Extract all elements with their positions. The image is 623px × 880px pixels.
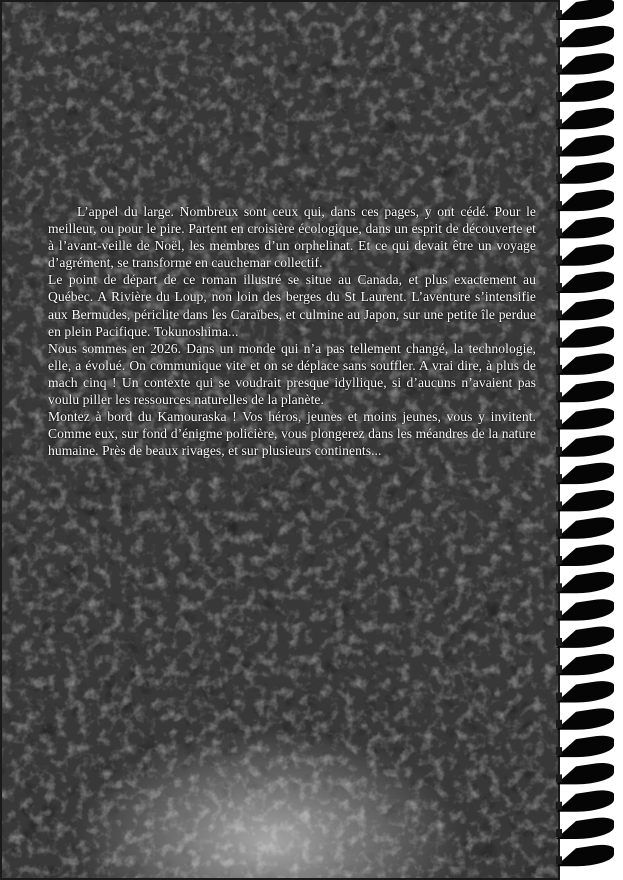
blurb-paragraph-4: Montez à bord du Kamouraska ! Vos héros, jeunes et moins jeunes, vous y invitent. Comme eux, sur fond d’énigme policière, vous plongerez dans les méandres de la nature humaine. Près de beaux rivages, et sur plusieurs continents... <box>48 409 536 459</box>
binding-coil <box>556 681 614 702</box>
binding-hole <box>556 283 562 291</box>
binding-coil <box>556 190 614 211</box>
binding-coil <box>556 654 614 675</box>
binding-hole <box>556 37 562 45</box>
binding-hole <box>556 638 562 646</box>
binding-hole <box>556 501 562 509</box>
binding-hole <box>556 119 562 127</box>
binding-hole <box>556 10 562 18</box>
binding-coil <box>556 572 614 593</box>
binding-coil <box>556 845 614 866</box>
binding-hole <box>556 65 562 73</box>
binding-hole <box>556 228 562 236</box>
binding-hole <box>556 556 562 564</box>
binding-hole <box>556 256 562 264</box>
binding-hole <box>556 474 562 482</box>
binding-coil <box>556 381 614 402</box>
binding-coil <box>556 408 614 429</box>
binding-hole <box>556 529 562 537</box>
binding-hole <box>556 665 562 673</box>
binding-coil <box>556 272 614 293</box>
binding-coil <box>556 736 614 757</box>
binding-hole <box>556 201 562 209</box>
binding-coil <box>556 627 614 648</box>
binding-coil <box>556 162 614 183</box>
binding-coil <box>556 490 614 511</box>
blurb-paragraph-2: Le point de départ de ce roman illustré se situe au Canada, et plus exactement au Québec. A Rivière du Loup, non loin des berges du St Laurent. L’aventure s’intensifie aux Bermudes, périclite dans les Caraïbes, et culmine au Japon, sur une petite île perdue en plein Pacifique. Tokunoshima... <box>48 272 536 339</box>
binding-coil <box>556 244 614 265</box>
binding-hole <box>556 856 562 864</box>
blurb-paragraph-1: L’appel du large. Nombreux sont ceux qui, dans ces pages, y ont cédé. Pour le meilleur, ou pour le pire. Partent en croisière écologique, dans un esprit de découverte et à l’avant-veille de Noël, les membres d’un orphelinat. Et ce qui devait être un voyage d’agrément, se transforme en cauchemar collectif. <box>48 204 536 271</box>
binding-coil <box>556 217 614 238</box>
binding-hole <box>556 774 562 782</box>
binding-coil <box>556 435 614 456</box>
binding-hole <box>556 365 562 373</box>
binding-hole <box>556 338 562 346</box>
binding-coil <box>556 299 614 320</box>
binding-coil <box>556 463 614 484</box>
binding-coil <box>556 53 614 74</box>
binding-coil <box>556 26 614 47</box>
blurb-paragraph-3: Nous sommes en 2026. Dans un monde qui n’a pas tellement changé, la technologie, elle, a évolué. On communique vite et on se déplace sans souffler. A vrai dire, à plus de mach cinq ! Un contexte qui se voudrait presque idyllique, si d’aucuns n’avaient pas voulu piller les ressources naturelles de la planète. <box>48 340 536 408</box>
binding-coil <box>556 354 614 375</box>
binding-coil <box>556 135 614 156</box>
binding-hole <box>556 611 562 619</box>
binding-coil <box>556 790 614 811</box>
binding-coil <box>556 517 614 538</box>
spiral-binding <box>556 0 623 880</box>
binding-hole <box>556 802 562 810</box>
binding-coil <box>556 708 614 729</box>
binding-hole <box>556 310 562 318</box>
binding-hole <box>556 447 562 455</box>
binding-coil <box>556 599 614 620</box>
binding-hole <box>556 829 562 837</box>
back-cover-blurb <box>48 203 536 459</box>
binding-coil <box>556 81 614 102</box>
binding-hole <box>556 420 562 428</box>
binding-coil <box>556 108 614 129</box>
binding-hole <box>556 693 562 701</box>
binding-hole <box>556 583 562 591</box>
binding-coil <box>556 545 614 566</box>
binding-coil <box>556 326 614 347</box>
binding-coil <box>556 763 614 784</box>
binding-hole <box>556 720 562 728</box>
binding-hole <box>556 147 562 155</box>
binding-coil <box>556 818 614 839</box>
binding-coils <box>556 0 614 866</box>
binding-hole <box>556 747 562 755</box>
binding-coil <box>556 0 614 20</box>
binding-hole <box>556 92 562 100</box>
binding-hole <box>556 174 562 182</box>
binding-hole <box>556 392 562 400</box>
